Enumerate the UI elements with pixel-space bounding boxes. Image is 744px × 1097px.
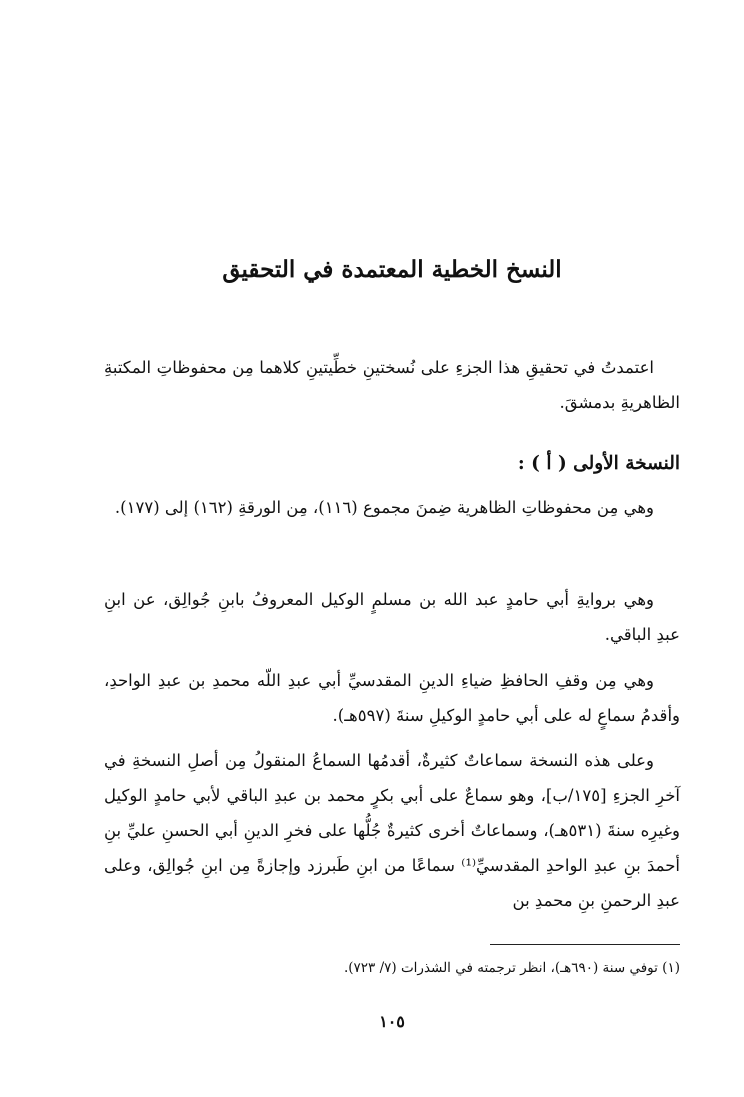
paragraph-4-text: وعلى هذه النسخة سماعاتٌ كثيرةٌ، أقدمُها السماعُ المنقولُ مِن أصلِ النسخةِ في آخرِ الجزءِ [١٧٥/ب]، وهو سماعٌ على أبي بكرٍ محمد بن عبدِ الباقي لأبي حامدٍ الوكيل وغيرِه سنةَ (٥٣١هـ)، وسماعاتٌ أخرى كثيرةٌ جُلُّها على فخرِ الدينِ أبي الحسنِ عليِّ بنِ أحمدَ بنِ عبدِ الواحدِ المقدسيِّ⁽¹⁾ سماعًا من ابنِ طَبرزد وإجازةً مِن ابنِ جُوالِق، وعلى عبدِ الرحمنِ بنِ محمدِ بن bbox=[104, 751, 680, 910]
intro-text: اعتمدتُ في تحقيقِ هذا الجزءِ على نُسختينِ خطِّيتينِ كلاهما مِن محفوظاتِ المكتبةِ الظاهريةِ بدمشقَ. bbox=[104, 358, 680, 412]
section-heading bbox=[104, 446, 680, 482]
intro-paragraph bbox=[104, 350, 680, 420]
paragraph-1 bbox=[104, 490, 680, 525]
paragraph-3 bbox=[104, 663, 680, 733]
paragraph-3-text: وهي مِن وقفِ الحافظِ ضياءِ الدينِ المقدسيِّ أبي عبدِ اللّه محمدِ بن عبدِ الواحدِ، وأقدمُ سماعٍ له على أبي حامدٍ الوكيلِ سنةَ (٥٩٧هـ). bbox=[104, 671, 680, 725]
section-heading-text: النسخة الأولى ( أ ) : bbox=[517, 453, 680, 474]
footnote-divider bbox=[490, 944, 680, 945]
footnote: (١) توفي سنة (٦٩٠هـ)، انظر ترجمته في الشذرات (٧/ ٧٢٣). bbox=[343, 960, 680, 976]
paragraph-2 bbox=[104, 582, 680, 652]
book-page bbox=[104, 0, 680, 1097]
page-title: النسخ الخطية المعتمدة في التحقيق bbox=[222, 256, 562, 283]
paragraph-1-text: وهي مِن محفوظاتِ الظاهرية ضِمنَ مجموع (١١٦)، مِن الورقةِ (١٦٢) إلى (١٧٧). bbox=[114, 498, 654, 517]
page-number: ١٠٥ bbox=[379, 1012, 405, 1031]
paragraph-2-text: وهي بروايةِ أبي حامدٍ عبد الله بن مسلمٍ الوكيل المعروفُ بابنِ جُوالِق، عن ابنِ عبدِ الباقي. bbox=[104, 590, 680, 644]
paragraph-4 bbox=[104, 743, 680, 918]
